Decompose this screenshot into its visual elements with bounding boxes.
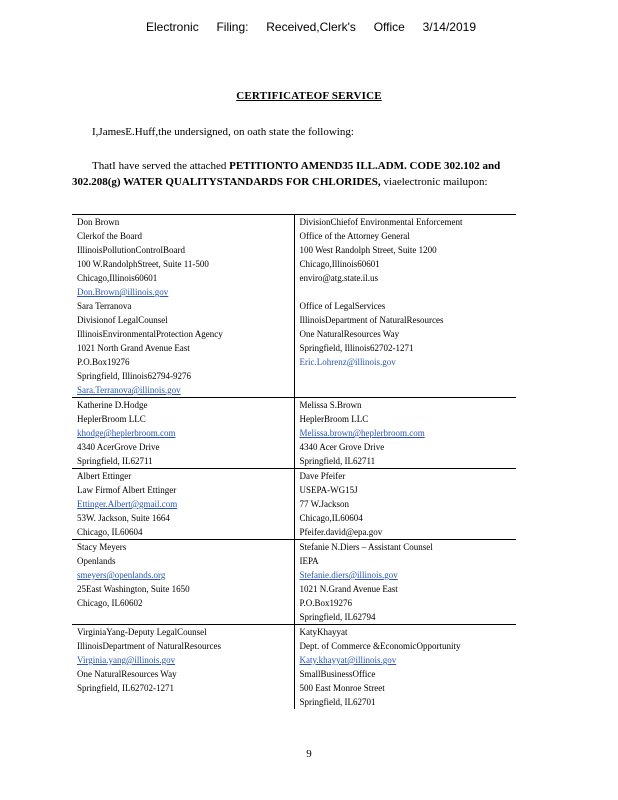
header-part: Filing: <box>216 20 249 34</box>
contact-line: enviro@atg.state.il.us <box>299 273 379 283</box>
email-link[interactable]: smeyers@openlands.org <box>77 570 166 580</box>
contact-cell <box>294 625 516 710</box>
contact-line: Chicago,Illinois60601 <box>299 259 380 269</box>
contact-line: IllinoisDepartment of NaturalResources <box>299 315 444 325</box>
contact-line: 77 W.Jackson <box>299 499 349 509</box>
table-row <box>72 540 516 625</box>
contact-line: 1021 N.Grand Avenue East <box>299 584 398 594</box>
contact-line: KatyKhayyat <box>299 627 348 637</box>
oath-statement: I,JamesE.Huff,the undersigned, on oath state the following: <box>92 126 354 138</box>
page-number: 9 <box>306 748 312 760</box>
table-row <box>72 625 516 710</box>
contact-line: Don Brown <box>77 217 120 227</box>
header-part: Electronic <box>146 20 199 34</box>
contact-line: Clerkof the Board <box>77 231 142 241</box>
spacer <box>300 285 517 299</box>
contact-cell <box>294 215 516 398</box>
contact-line: Springfield, Illinois62702-1271 <box>299 343 414 353</box>
contact-line: Stefanie N.Diers – Assistant Counsel <box>299 542 433 552</box>
contact-line: Chicago, IL60602 <box>77 598 143 608</box>
contact-cell <box>294 469 516 540</box>
contact-email-text: Pfeifer.david@epa.gov <box>299 527 383 537</box>
contact-line: IllinoisEnvironmentalProtection Agency <box>77 329 223 339</box>
contact-line: Chicago,Illinois60601 <box>77 273 158 283</box>
filing-header <box>146 20 476 34</box>
contact-cell <box>72 625 294 710</box>
contact-line: Springfield, IL62794 <box>299 612 376 622</box>
contact-line: Katherine D.Hodge <box>77 400 148 410</box>
petition-title-1: PETITIONTO AMEND35 ILL.ADM. CODE 302.102 and <box>229 160 501 172</box>
table-row <box>72 398 516 469</box>
contact-line: Springfield, IL62701 <box>299 697 376 707</box>
petition-title-2: 302.208(g) WATER QUALITYSTANDARDS FOR CHLORIDES, <box>72 176 381 188</box>
email-link[interactable]: Don.Brown@illinois.gov <box>77 287 169 297</box>
contact-line: Sara Terranova <box>77 301 132 311</box>
contact-line: HeplerBroom LLC <box>299 414 369 424</box>
table-row <box>72 215 516 398</box>
contact-line: Melissa S.Brown <box>299 400 362 410</box>
contact-line: Law Firmof Albert Ettinger <box>77 485 177 495</box>
contact-line: Springfield, IL62711 <box>77 456 153 466</box>
contact-cell <box>72 469 294 540</box>
service-tail: viaelectronic mailupon: <box>380 176 488 188</box>
contact-cell <box>72 398 294 469</box>
contact-line: 500 East Monroe Street <box>299 683 385 693</box>
header-part: 3/14/2019 <box>422 20 476 34</box>
contact-line: One NaturalResources Way <box>77 669 177 679</box>
contact-cell <box>72 540 294 625</box>
email-link[interactable]: Eric.Lohrenz@illinois.gov <box>299 357 396 367</box>
email-link[interactable]: Melissa.brown@heplerbroom.com <box>299 428 425 438</box>
email-link[interactable]: Ettinger.Albert@gmail.com <box>77 499 178 509</box>
header-part: Received,Clerk's <box>266 20 356 34</box>
contact-line: USEPA-WG15J <box>299 485 358 495</box>
contact-line: Springfield, Illinois62794-9276 <box>77 371 191 381</box>
email-link[interactable]: Sara.Terranova@illinois.gov <box>77 385 181 395</box>
contact-line: Springfield, IL62702-1271 <box>77 683 174 693</box>
contact-line: One NaturalResources Way <box>299 329 400 339</box>
header-part: Office <box>373 20 405 34</box>
contact-line: IllinoisPollutionControlBoard <box>77 245 186 255</box>
contact-line: Chicago, IL60604 <box>77 527 143 537</box>
contact-line: 4340 AcerGrove Drive <box>77 442 160 452</box>
contact-line: Office of LegalServices <box>299 301 386 311</box>
service-lead: ThatI have served the attached <box>92 160 230 172</box>
contact-line: 100 West Randolph Street, Suite 1200 <box>299 245 437 255</box>
table-row <box>72 469 516 540</box>
contact-line: Dave Pfeifer <box>299 471 346 481</box>
contact-line: IEPA <box>299 556 319 566</box>
contact-line: 1021 North Grand Avenue East <box>77 343 190 353</box>
contact-line: P.O.Box19276 <box>299 598 353 608</box>
contact-line: HeplerBroom LLC <box>77 414 146 424</box>
contact-line: P.O.Box19276 <box>77 357 130 367</box>
contact-line: SmallBusinessOffice <box>299 669 376 679</box>
contact-cell <box>294 398 516 469</box>
contact-line: Dept. of Commerce &EconomicOpportunity <box>299 641 461 651</box>
service-list-table <box>72 214 516 709</box>
contact-line: IllinoisDepartment of NaturalResources <box>77 641 221 651</box>
contact-line: 25East Washington, Suite 1650 <box>77 584 190 594</box>
contact-line: 53W. Jackson, Suite 1664 <box>77 513 170 523</box>
email-link[interactable]: Katy.khayyat@illinois.gov <box>299 655 397 665</box>
contact-line: VirginiaYang-Deputy LegalCounsel <box>77 627 207 637</box>
contact-cell <box>294 540 516 625</box>
contact-line: Stacy Meyers <box>77 542 127 552</box>
contact-line: Divisionof LegalCounsel <box>77 315 168 325</box>
email-link[interactable]: khodge@heplerbroom.com <box>77 428 176 438</box>
contact-line: DivisionChiefof Environmental Enforcement <box>299 217 463 227</box>
contact-line: 4340 Acer Grove Drive <box>299 442 385 452</box>
email-link[interactable]: Virginia.yang@illinois.gov <box>77 655 176 665</box>
contact-cell <box>72 215 294 398</box>
contact-line: Office of the Attorney General <box>299 231 410 241</box>
document-title: CERTIFICATEOF SERVICE <box>236 90 382 102</box>
contact-line: Openlands <box>77 556 116 566</box>
email-link[interactable]: Stefanie.diers@illinois.gov <box>299 570 398 580</box>
contact-line: Chicago,IL60604 <box>299 513 363 523</box>
contact-line: Albert Ettinger <box>77 471 132 481</box>
contact-line: 100 W.RandolphStreet, Suite 11-500 <box>77 259 209 269</box>
contact-line: Springfield, IL62711 <box>299 456 376 466</box>
service-statement <box>72 158 512 190</box>
